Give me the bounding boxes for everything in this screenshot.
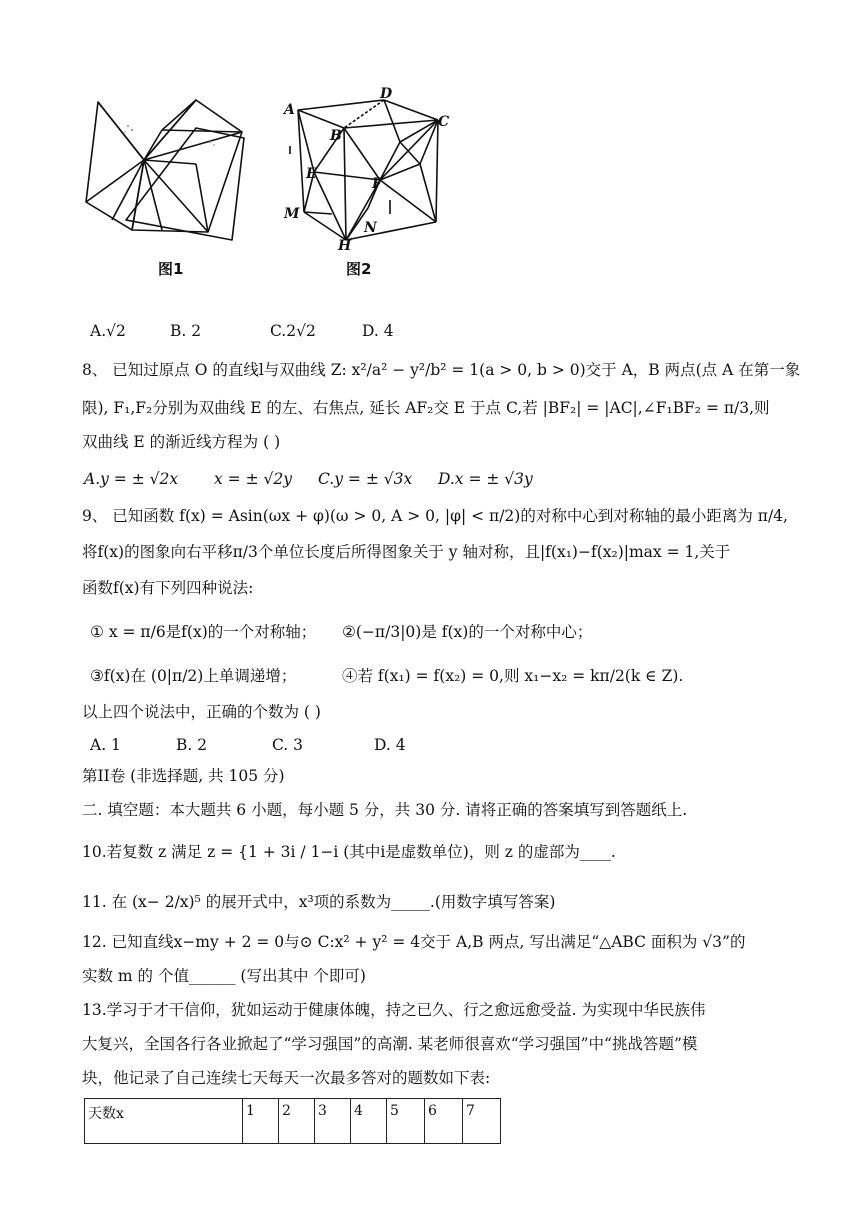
label-h: H bbox=[338, 238, 352, 254]
q9-statement-1: ① x = π/6是f(x)的一个对称轴； bbox=[90, 623, 317, 641]
table-cell: 5 bbox=[387, 1099, 425, 1144]
label-b: B bbox=[330, 128, 342, 144]
section-2-heading: 二. 填空题：本大题共 6 小题，每小题 5 分，共 30 分. 请将正确的答案填写到答题纸上. bbox=[82, 801, 688, 819]
q7-option-b: B. 2 bbox=[170, 322, 202, 340]
q9-statement-2: ②(−π/3|0)是 f(x)的一个对称中心； bbox=[342, 623, 593, 641]
figure-1-diagram bbox=[82, 92, 252, 242]
q7-option-d: D. 4 bbox=[362, 322, 394, 340]
q11: 11. 在 (x− 2/x)⁵ 的展开式中，x³项的系数为_____.(用数字填写答案) bbox=[82, 893, 556, 911]
q9-line-1: 9、 已知函数 f(x) = Asin(ωx + φ)(ω > 0, A > 0, |φ| < π/2)的对称中心到对称轴的最小距离为 π/4, bbox=[82, 507, 788, 525]
label-c: C bbox=[438, 114, 450, 130]
q8-line-2: 限), F₁,F₂分别为双曲线 E 的左、右焦点, 延长 AF₂交 E 于点 C,若 |BF₂| = |AC|,∠F₁BF₂ = π/3,则 bbox=[82, 399, 770, 417]
table-cell: 7 bbox=[463, 1099, 501, 1144]
q9-ask: 以上四个说法中，正确的个数为 ( ) bbox=[82, 703, 321, 721]
q9-option-a: A. 1 bbox=[90, 736, 121, 754]
q9-statement-4: ④若 f(x₁) = f(x₂) = 0,则 x₁−x₂ = kπ/2(k ∈ Z). bbox=[342, 667, 684, 685]
label-a: A bbox=[284, 102, 295, 118]
table-cell: 4 bbox=[351, 1099, 387, 1144]
q8-option-b: x = ± √2y bbox=[214, 470, 292, 488]
q9-option-b: B. 2 bbox=[176, 736, 208, 754]
q8-option-c: C.y = ± √3x bbox=[318, 470, 413, 488]
label-m: M bbox=[284, 206, 300, 222]
q9-statement-3: ③f(x)在 (0|π/2)上单调递增； bbox=[90, 667, 297, 685]
q8-line-3: 双曲线 E 的渐近线方程为 ( ) bbox=[82, 433, 281, 451]
label-d: D bbox=[380, 86, 393, 102]
label-f: F bbox=[372, 176, 382, 192]
q12-line-2: 实数 m 的 个值______ (写出其中 个即可) bbox=[82, 967, 366, 985]
q10: 10.若复数 z 满足 z = {1 + 3i / 1−i (其中i是虚数单位)，则 z 的虚部为____. bbox=[82, 843, 616, 861]
days-table bbox=[84, 1098, 501, 1144]
table-row bbox=[85, 1099, 501, 1144]
q8-option-a: A.y = ± √2x bbox=[84, 470, 179, 488]
label-n: N bbox=[364, 220, 377, 236]
label-e: E bbox=[306, 166, 317, 182]
q7-option-c: C.2√2 bbox=[270, 322, 316, 340]
q8-line-1: 8、 已知过原点 O 的直线l与双曲线 Z: x²/a² − y²/b² = 1(a > 0, b > 0)交于 A，B 两点(点 A 在第一象 bbox=[82, 361, 801, 379]
table-header-cell: 天数x bbox=[85, 1099, 243, 1144]
q9-line-3: 函数f(x)有下列四种说法: bbox=[82, 579, 254, 597]
q8-option-d: D.x = ± √3y bbox=[438, 470, 533, 488]
table-cell: 1 bbox=[243, 1099, 279, 1144]
figure-2-caption: 图2 bbox=[346, 260, 372, 278]
q12-line-1: 12. 已知直线x−my + 2 = 0与⊙ C:x² + y² = 4交于 A,B 两点, 写出满足“△ABC 面积为 √3”的 bbox=[82, 933, 746, 951]
q9-option-d: D. 4 bbox=[374, 736, 406, 754]
q9-option-c: C. 3 bbox=[272, 736, 304, 754]
table-cell: 3 bbox=[315, 1099, 351, 1144]
table-cell: 2 bbox=[279, 1099, 315, 1144]
q9-line-2: 将f(x)的图象向右平移π/3个单位长度后所得图象关于 y 轴对称，且|f(x₁)−f(x₂)|max = 1,关于 bbox=[82, 543, 731, 561]
q13-line-1: 13.学习于才干信仰，犹如运动于健康体魄，持之已久、行之愈远愈受益. 为实现中华民族伟 bbox=[82, 1001, 706, 1019]
table-cell: 6 bbox=[425, 1099, 463, 1144]
figure-1-caption: 图1 bbox=[158, 260, 184, 278]
figure-2-diagram bbox=[280, 82, 460, 254]
part-2-title: 第II卷 (非选择题, 共 105 分) bbox=[82, 767, 285, 785]
q13-line-3: 块，他记录了自己连续七天每天一次最多答对的题数如下表: bbox=[82, 1069, 491, 1087]
q13-line-2: 大复兴，全国各行各业掀起了“学习强国”的高潮. 某老师很喜欢“学习强国”中“挑战答题”模 bbox=[82, 1035, 698, 1053]
q7-option-a: A.√2 bbox=[90, 322, 126, 340]
